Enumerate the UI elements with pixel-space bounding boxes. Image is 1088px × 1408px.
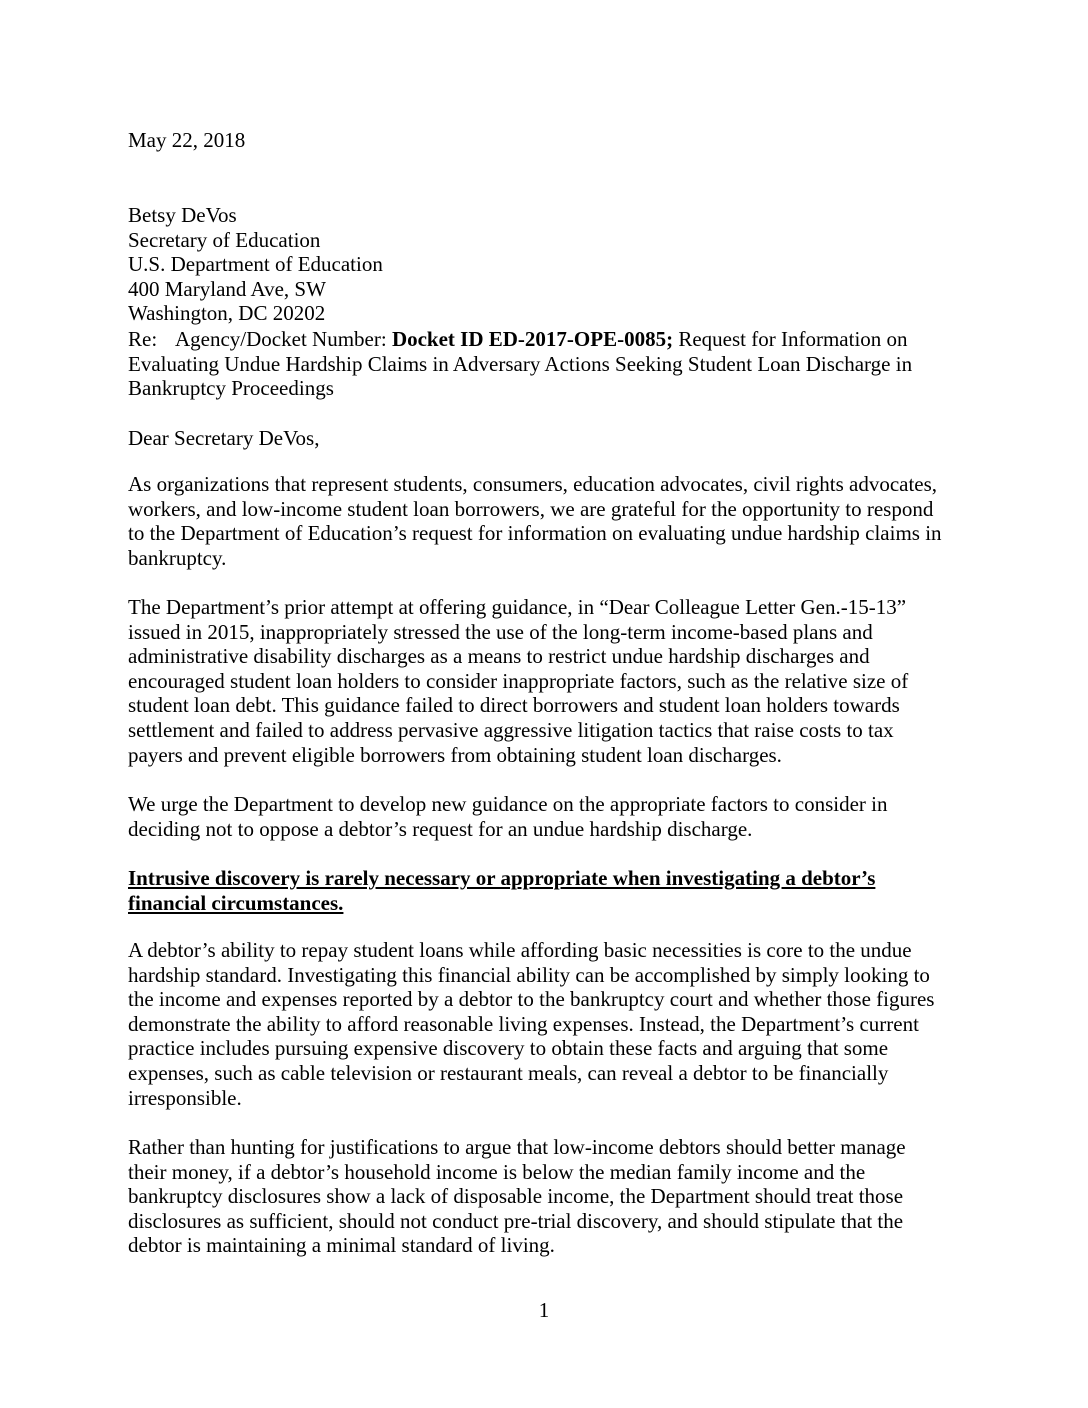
section-heading-line: Intrusive discovery is rarely necessary or appropriate when investigating a debtor’s — [128, 866, 876, 890]
paragraph-line: demonstrate the ability to afford reasonable living expenses. Instead, the Department’s current — [128, 1011, 919, 1036]
paragraph-line: workers, and low-income student loan borrowers, we are grateful for the opportunity to respond — [128, 496, 934, 521]
recipient-name: Betsy DeVos — [128, 203, 237, 227]
subject-line-2: Evaluating Undue Hardship Claims in Adversary Actions Seeking Student Loan Discharge in — [128, 351, 913, 376]
page-number: 1 — [538, 1298, 550, 1322]
recipient-street: 400 Maryland Ave, SW — [128, 276, 326, 301]
subject-line-1 — [128, 327, 968, 352]
paragraph-line: student loan debt. This guidance failed to direct borrowers and student loan holders towards — [128, 693, 900, 718]
recipient-address — [128, 203, 968, 326]
paragraph-line: A debtor’s ability to repay student loans while affording basic necessities is core to the undue — [128, 938, 912, 962]
paragraph-line: hardship standard. Investigating this financial ability can be accomplished by simply looking to — [128, 962, 930, 987]
paragraph-line: irresponsible. — [128, 1085, 242, 1110]
paragraph-line: As organizations that represent students, consumers, education advocates, civil rights advocates, — [128, 472, 938, 496]
paragraph-prior-guidance — [128, 595, 968, 767]
salutation-text: Dear Secretary DeVos, — [128, 426, 320, 450]
paragraph-line: their money, if a debtor’s household income is below the median family income and the — [128, 1159, 866, 1184]
paragraph-line: We urge the Department to develop new guidance on the appropriate factors to consider in — [128, 792, 888, 816]
paragraph-intro — [128, 472, 968, 570]
subject-line — [128, 327, 968, 401]
paragraph-line: debtor is maintaining a minimal standard of living. — [128, 1233, 555, 1258]
paragraph-recommendation — [128, 1135, 968, 1258]
salutation — [128, 426, 968, 451]
subject-suffix: Request for Information on — [673, 327, 908, 351]
paragraph-line: encouraged student loan holders to consider inappropriate factors, such as the relative size of — [128, 668, 909, 693]
paragraph-line: the income and expenses reported by a debtor to the bankruptcy court and whether those figures — [128, 987, 935, 1012]
paragraph-line: The Department’s prior attempt at offering guidance, in “Dear Colleague Letter Gen.-15-13” — [128, 595, 907, 619]
paragraph-line: bankruptcy disclosures show a lack of disposable income, the Department should treat those — [128, 1184, 904, 1209]
paragraph-line: practice includes pursuing expensive discovery to obtain these facts and arguing that some — [128, 1036, 889, 1061]
paragraph-line: issued in 2015, inappropriately stressed the use of the long-term income-based plans and — [128, 619, 873, 644]
docket-id: Docket ID ED-2017-OPE-0085; — [391, 327, 674, 351]
recipient-city: Washington, DC 20202 — [128, 301, 326, 326]
paragraph-line: administrative disability discharges as a means to restrict undue hardship discharges and — [128, 644, 870, 669]
paragraph-line: deciding not to oppose a debtor’s request for an undue hardship discharge. — [128, 816, 753, 841]
recipient-title: Secretary of Education — [128, 227, 321, 252]
paragraph-line: payers and prevent eligible borrowers from obtaining student loan discharges. — [128, 742, 782, 767]
paragraph-urge — [128, 792, 968, 841]
paragraph-line: disclosures as sufficient, should not conduct pre-trial discovery, and should stipulate that the — [128, 1208, 904, 1233]
date-text: May 22, 2018 — [128, 128, 246, 152]
re-label: Re: — [128, 327, 158, 351]
subject-prefix: Agency/Docket Number: — [175, 327, 392, 351]
section-heading-line: financial circumstances. — [128, 890, 344, 915]
paragraph-line: to the Department of Education’s request for information on evaluating undue hardship claims in — [128, 521, 942, 546]
subject-line-3: Bankruptcy Proceedings — [128, 376, 334, 401]
letter-date — [128, 128, 968, 153]
recipient-organization: U.S. Department of Education — [128, 252, 383, 277]
paragraph-ability-to-repay — [128, 938, 968, 1110]
paragraph-line: settlement and failed to address pervasive aggressive litigation tactics that raise costs to tax — [128, 717, 894, 742]
paragraph-line: bankruptcy. — [128, 545, 227, 570]
paragraph-line: Rather than hunting for justifications to argue that low-income debtors should better manage — [128, 1135, 906, 1159]
section-heading — [128, 866, 968, 915]
paragraph-line: expenses, such as cable television or restaurant meals, can reveal a debtor to be financially — [128, 1060, 889, 1085]
